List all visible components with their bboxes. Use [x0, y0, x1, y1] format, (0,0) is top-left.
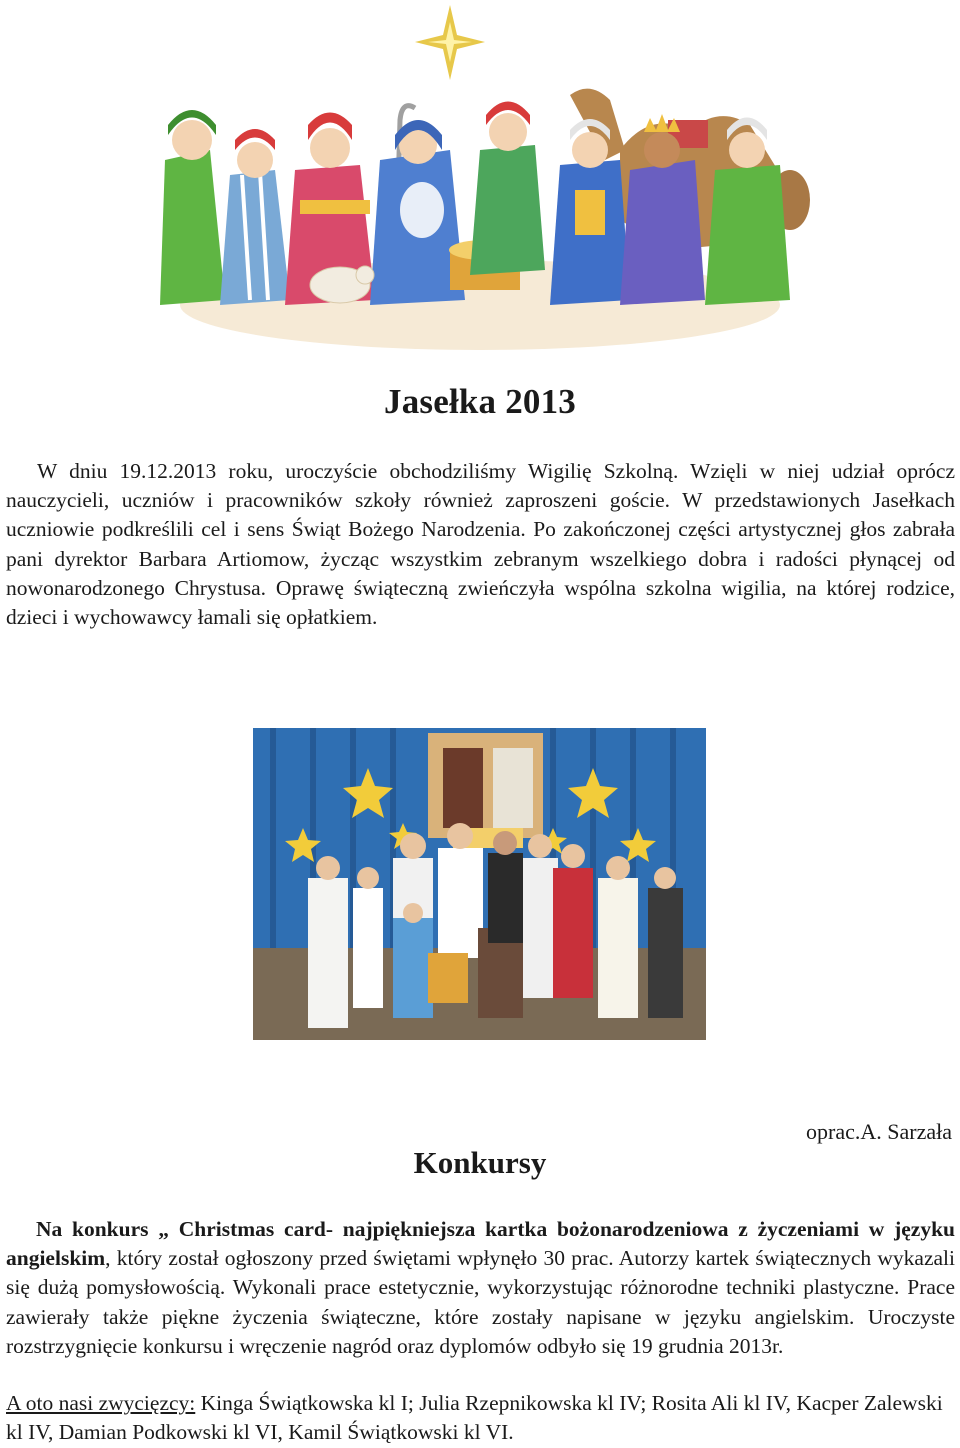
winners-paragraph — [6, 1389, 955, 1447]
section-title: Konkursy — [413, 1145, 547, 1180]
contest-body: , który został ogłoszony przed świętami wpłynęło 30 prac. Autorzy kartek świątecznych wykazali się dużą pomysłowością. Wykonali prace estetycznie, wykorzystując różnorodne techniki plastyczne. Prace zawierały także piękne życzenia świąteczne, które zostały napisane w języku angielskim. Uroczyste rozstrzygnięcie konkursu i wręczenie nagród oraz dyplomów odbyło się 19 grudnia 2013r. — [6, 1246, 955, 1358]
page-title: Jasełka 2013 — [384, 382, 576, 421]
contest-paragraph — [6, 1215, 955, 1361]
nativity-illustration — [150, 0, 810, 360]
winners-list: Kinga Świątkowska kl I; Julia Rzepnikowska kl IV; Rosita Ali kl IV, Kacper Zalewski kl IV, Damian Podkowski kl VI, Kamil Świątkowski kl VI. — [6, 1391, 943, 1445]
author-signature: oprac.A. Sarzała — [806, 1119, 952, 1144]
article-paragraph: W dniu 19.12.2013 roku, uroczyście obchodziliśmy Wigilię Szkolną. Wzięli w niej udział oprócz nauczycieli, uczniów i pracowników szkoły również zaproszeni goście. W przedstawionych Jasełkach uczniowie podkreślili cel i sens Świąt Bożego Narodzenia. Po zakończonej części artystycznej głos zabrała pani dyrektor Barbara Artiomow, życząc wszystkim zebranym wszelkiego dobra i radości płynącej od nowonarodzonego Chrystusa. Oprawę świąteczną zwieńczyła wspólna szkolna wigilia, na której rodzice, dzieci i wychowawcy łamali się opłatkiem. — [6, 459, 955, 630]
star-icon — [415, 5, 485, 80]
winners-label: A oto nasi zwycięzcy: — [6, 1391, 196, 1415]
nativity-play-photo — [253, 728, 706, 1040]
contest-lead: Na konkurs „ Christmas card- najpiękniejsza kartka bożonarodzeniowa z życzeniami w języku angielskim — [6, 1217, 955, 1271]
